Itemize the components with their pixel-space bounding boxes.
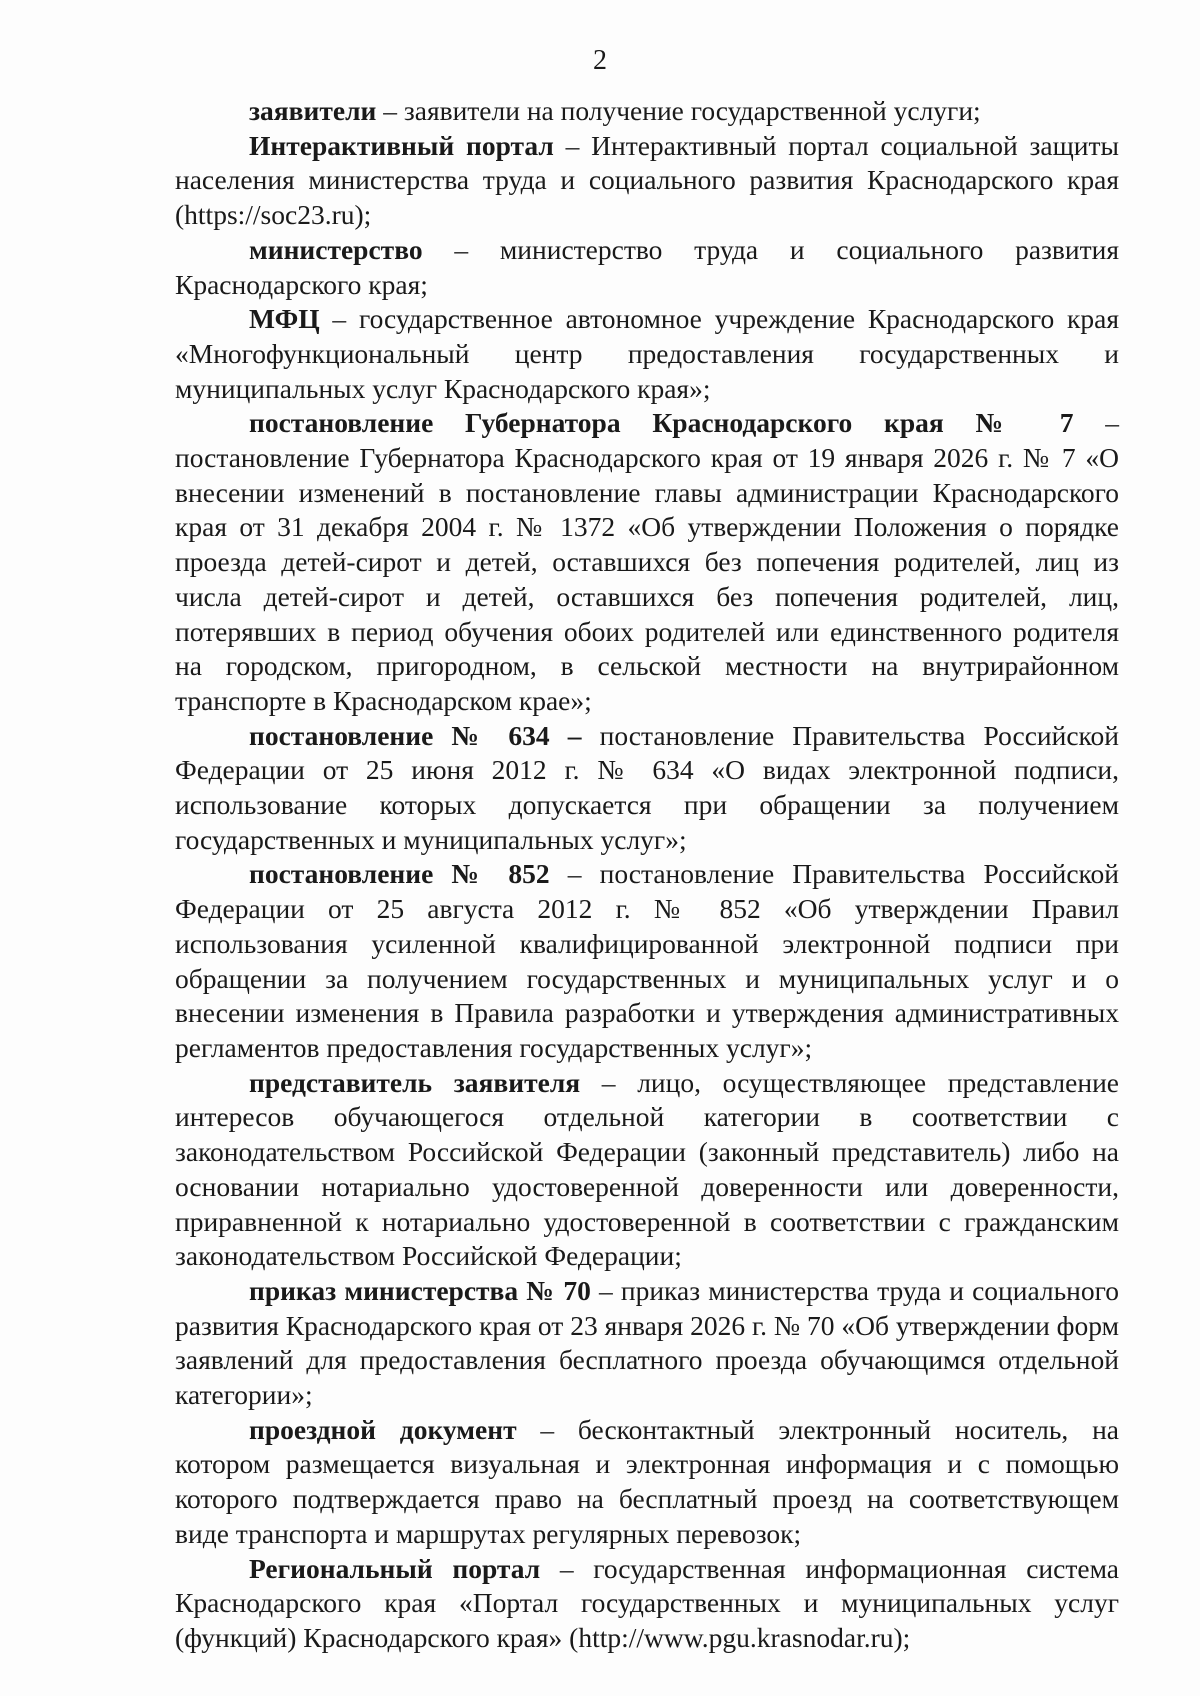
definition-text: – государственная информационная система Краснодарского края «Портал государственных и муниципальных услуг (функций) Краснодарского края» (http://www.pgu.krasnodar.ru); xyxy=(175,1552,1120,1653)
definition-text: – постановление Губернатора Краснодарского края от 19 января 2026 г. № 7 «О внесении изменений в постановление главы администрации Краснодарского края от 31 декабря 2004 г. № 1372 «Об утверждении Положения о порядке проезда детей-сирот и детей, оставшихся без попечения родителей, лиц из числа детей-сирот и детей, оставшихся без попечения родителей, лиц, потерявших в период обучения обоих родителей или единственного родителя на городском, пригородном, в сельской местности на внутрирайонном транспорте в Краснодарском крае»; xyxy=(175,407,1120,716)
definition-text: – Интерактивный портал социальной защиты населения министерства труда и социального развития Краснодарского края (https://soc23.ru); xyxy=(175,129,1119,231)
definition-text: – заявители на получение государственной услуги; xyxy=(376,95,981,126)
definition-term: Региональный портал xyxy=(249,1552,541,1584)
definition-text: – постановление Правительства Российской Федерации от 25 августа 2012 г. № 852 «Об утверждении Правил использования усиленной квалифицированной электронной подписи при обращении за получением государственных и муниципальных услуг и о внесении изменения в Правила разработки и утверждения административных регламентов предоставления государственных услуг»; xyxy=(175,858,1119,1063)
definition-mfc xyxy=(175,302,1119,406)
definition-text: – министерство труда и социального развития Краснодарского края; xyxy=(175,233,1119,300)
definition-term: постановление Губернатора Краснодарского края № 7 xyxy=(249,407,1074,439)
definition-interactive-portal xyxy=(175,129,1119,233)
definition-term: представитель заявителя xyxy=(249,1066,581,1098)
definition-term: МФЦ xyxy=(249,303,320,335)
definition-applicants xyxy=(175,94,1119,129)
definition-term: заявители xyxy=(249,95,377,126)
definition-ministry xyxy=(175,233,1119,302)
definition-term: постановление № 634 – xyxy=(249,719,582,751)
definition-term: постановление № 852 xyxy=(249,858,550,890)
definition-regional-portal xyxy=(175,1552,1119,1656)
definitions-list xyxy=(175,94,1119,1656)
definition-resolution-634 xyxy=(175,719,1119,858)
definition-text: – приказ министерства труда и социального развития Краснодарского края от 23 января 2026 г. № 70 «Об утверждении форм заявлений для предоставления бесплатного проезда обучающимся отдельной категории»; xyxy=(175,1274,1119,1411)
definition-ministry-order-70 xyxy=(175,1274,1119,1413)
definition-term: министерство xyxy=(249,233,423,265)
definition-governor-resolution-7 xyxy=(175,406,1119,718)
definition-text: – бесконтактный электронный носитель, на котором размещается визуальная и электронная информация и с помощью которого подтверждается право на бесплатный проезд на соответствующем виде транспорта и маршрутах регулярных перевозок; xyxy=(175,1413,1120,1549)
definition-term: проездной документ xyxy=(249,1413,517,1445)
definition-text: – государственное автономное учреждение Краснодарского края «Многофункциональный центр предоставления государственных и муниципальных услуг Краснодарского края»; xyxy=(175,303,1119,404)
definition-travel-document xyxy=(175,1413,1119,1552)
definition-term: Интерактивный портал xyxy=(249,129,554,161)
definition-applicant-representative xyxy=(175,1066,1119,1274)
definition-text: – лицо, осуществляющее представление интересов обучающегося отдельной категории в соответствии с законодательством Российской Федерации (законный представитель) либо на основании нотариально удостоверенной доверенности или доверенности, приравненной к нотариально удостоверенной в соответствии с гражданским законодательством Российской Федерации; xyxy=(175,1066,1119,1272)
definition-term: приказ министерства № 70 xyxy=(249,1274,591,1306)
definition-resolution-852 xyxy=(175,857,1119,1065)
definition-text: постановление Правительства Российской Федерации от 25 июня 2012 г. № 634 «О видах электронной подписи, использование которых допускается при обращении за получением государственных и муниципальных услуг»; xyxy=(175,719,1119,855)
page-number: 2 xyxy=(593,45,607,76)
